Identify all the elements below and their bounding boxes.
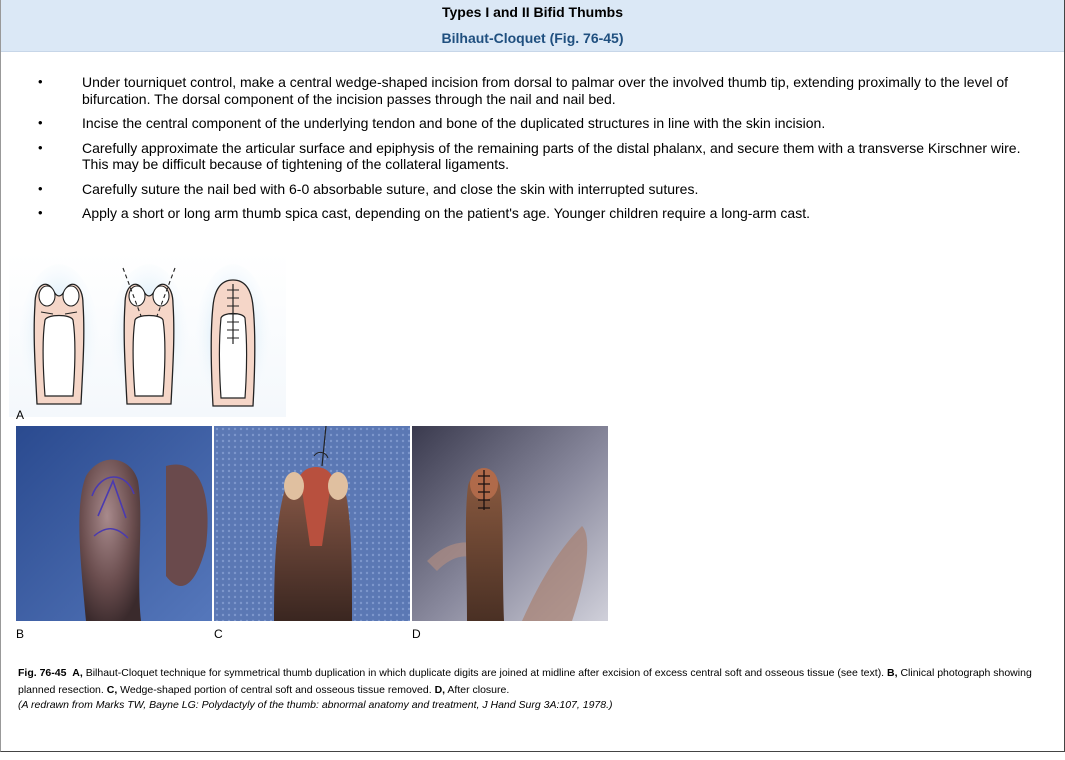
list-item: [0, 140, 1060, 173]
figure-caption: [18, 665, 1048, 699]
caption-b-text: Clinical photograph showing planned resection.: [18, 667, 1032, 696]
caption-d-label: D,: [434, 684, 446, 696]
figure-credit: (A redrawn from Marks TW, Bayne LG: Polydactyly of the thumb: abnormal anatomy and treatment, J Hand Surg 3A:107, 1978.): [18, 699, 613, 711]
caption-c-text: Wedge-shaped portion of central soft and osseous tissue removed.: [117, 684, 435, 696]
figure-panel-d-photo: [412, 426, 608, 621]
clinical-photo-planned-resection: [16, 426, 212, 621]
list-item: [0, 74, 1060, 107]
diagram-wedge-resection: [109, 264, 189, 417]
figure-panel-b-photo: [16, 426, 212, 621]
figure-panel-a-diagram: [9, 252, 286, 417]
step-text: Under tourniquet control, make a central wedge-shaped incision from dorsal to palmar over the involved thumb tip, extending proximally to the level of bifurcation. The dorsal component of the incision passes through the nail and nail bed.: [82, 74, 1009, 107]
caption-b-label: B,: [887, 667, 898, 679]
step-text: Incise the central component of the underlying tendon and bone of the duplicated structures in line with the skin incision.: [82, 115, 826, 131]
caption-d-text: After closure.: [445, 684, 510, 696]
section-subtitle: Bilhaut-Cloquet (Fig. 76-45): [441, 30, 624, 46]
caption-a-label: A,: [72, 667, 83, 679]
clinical-photo-after-closure: [412, 426, 608, 621]
bullet-icon: •: [38, 74, 43, 89]
panel-label-b: B: [16, 627, 25, 641]
figure-panel-c-photo: [214, 426, 410, 621]
section-header: [1, 0, 1064, 52]
bullet-icon: •: [38, 180, 43, 196]
diagram-bifid-thumb: [19, 264, 99, 417]
diagram-after-closure: [195, 264, 271, 417]
step-text: Carefully approximate the articular surface and epiphysis of the remaining parts of the distal phalanx, and secure them with a transverse Kirschner wire. This may be difficult because of tightening of the collateral ligaments.: [82, 139, 1021, 172]
panel-label-a: A: [16, 408, 25, 422]
list-item: [0, 205, 1060, 222]
panel-label-c: C: [214, 627, 223, 641]
page-title: Types I and II Bifid Thumbs: [442, 4, 623, 20]
caption-a-text: Bilhaut-Cloquet technique for symmetrical thumb duplication in which duplicate digits are joined at midline after excision of excess central soft and osseous tissue (see text).: [82, 667, 888, 679]
procedure-steps-list: [0, 74, 1060, 230]
figure-id: Fig. 76-45: [18, 667, 67, 679]
panel-label-d: D: [412, 627, 421, 641]
bullet-icon: •: [38, 115, 43, 130]
bullet-icon: •: [38, 205, 43, 220]
step-text: Apply a short or long arm thumb spica cast, depending on the patient's age. Younger children require a long-arm cast.: [82, 205, 810, 221]
thumb-duplication-diagram: [9, 252, 286, 417]
list-item: [0, 115, 1060, 132]
caption-c-label: C,: [106, 684, 118, 696]
clinical-photo-wedge-removed: [214, 426, 410, 621]
bullet-icon: •: [38, 139, 43, 155]
list-item: [0, 181, 1060, 198]
step-text: Carefully suture the nail bed with 6-0 absorbable suture, and close the skin with interrupted sutures.: [82, 180, 699, 197]
